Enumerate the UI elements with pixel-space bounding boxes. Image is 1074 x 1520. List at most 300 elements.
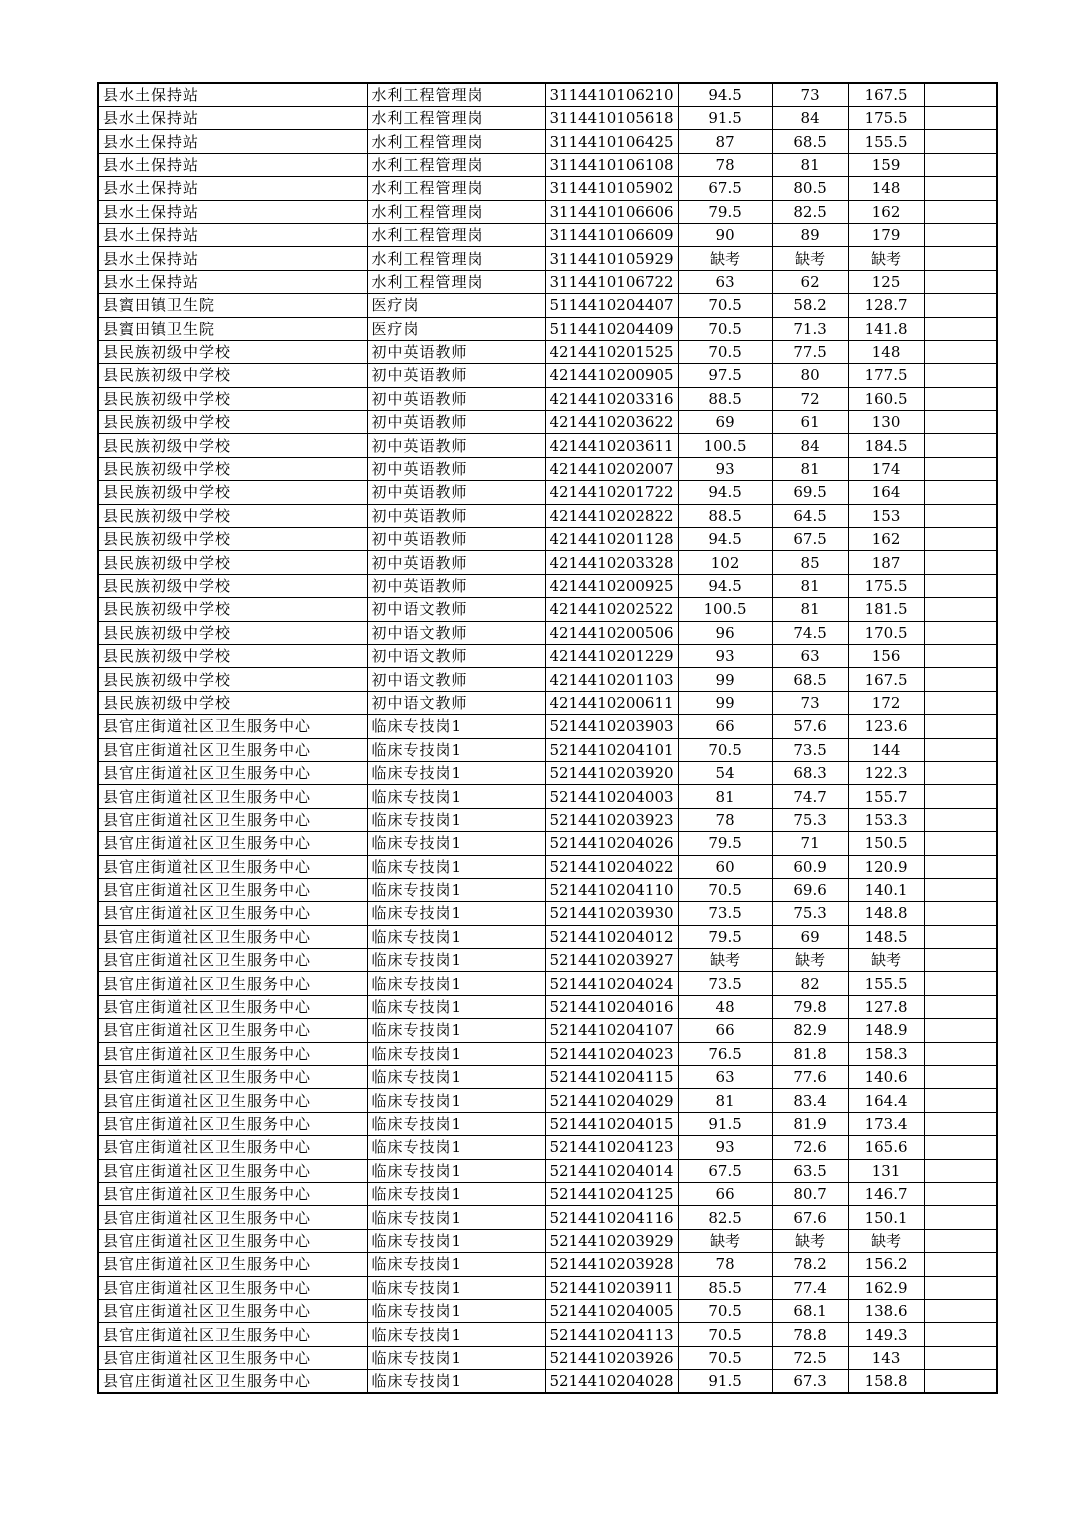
interview-score-cell: 81 bbox=[772, 598, 848, 621]
post-cell: 临床专技岗1 bbox=[367, 1112, 545, 1135]
table-row bbox=[98, 551, 997, 574]
note-cell bbox=[924, 551, 997, 574]
written-score-cell: 100.5 bbox=[678, 434, 772, 457]
post-cell: 初中英语教师 bbox=[367, 411, 545, 434]
interview-score-cell: 84 bbox=[772, 107, 848, 130]
candidate-id-cell: 5214410204023 bbox=[545, 1042, 678, 1065]
post-cell: 初中英语教师 bbox=[367, 434, 545, 457]
post-cell: 临床专技岗1 bbox=[367, 878, 545, 901]
post-cell: 水利工程管理岗 bbox=[367, 177, 545, 200]
candidate-id-cell: 4214410200611 bbox=[545, 691, 678, 714]
total-score-cell: 122.3 bbox=[848, 761, 924, 784]
unit-cell: 县官庄街道社区卫生服务中心 bbox=[98, 1159, 367, 1182]
written-score-cell: 94.5 bbox=[678, 481, 772, 504]
interview-score-cell: 77.5 bbox=[772, 340, 848, 363]
post-cell: 临床专技岗1 bbox=[367, 1019, 545, 1042]
written-score-cell: 缺考 bbox=[678, 247, 772, 270]
table-row bbox=[98, 1182, 997, 1205]
total-score-cell: 155.5 bbox=[848, 130, 924, 153]
written-score-cell: 70.5 bbox=[678, 294, 772, 317]
unit-cell: 县官庄街道社区卫生服务中心 bbox=[98, 1206, 367, 1229]
post-cell: 水利工程管理岗 bbox=[367, 130, 545, 153]
candidate-id-cell: 3114410106108 bbox=[545, 153, 678, 176]
note-cell bbox=[924, 223, 997, 246]
written-score-cell: 66 bbox=[678, 1182, 772, 1205]
written-score-cell: 94.5 bbox=[678, 574, 772, 597]
post-cell: 水利工程管理岗 bbox=[367, 270, 545, 293]
table-row bbox=[98, 972, 997, 995]
total-score-cell: 174 bbox=[848, 457, 924, 480]
candidate-id-cell: 5214410203923 bbox=[545, 808, 678, 831]
post-cell: 临床专技岗1 bbox=[367, 832, 545, 855]
written-score-cell: 70.5 bbox=[678, 738, 772, 761]
total-score-cell: 149.3 bbox=[848, 1323, 924, 1346]
post-cell: 临床专技岗1 bbox=[367, 1370, 545, 1394]
total-score-cell: 148.8 bbox=[848, 902, 924, 925]
unit-cell: 县水土保持站 bbox=[98, 177, 367, 200]
note-cell bbox=[924, 1370, 997, 1394]
total-score-cell: 167.5 bbox=[848, 83, 924, 107]
note-cell bbox=[924, 457, 997, 480]
unit-cell: 县官庄街道社区卫生服务中心 bbox=[98, 878, 367, 901]
note-cell bbox=[924, 1136, 997, 1159]
unit-cell: 县官庄街道社区卫生服务中心 bbox=[98, 808, 367, 831]
table-row bbox=[98, 598, 997, 621]
interview-score-cell: 81 bbox=[772, 153, 848, 176]
total-score-cell: 125 bbox=[848, 270, 924, 293]
table-row bbox=[98, 107, 997, 130]
total-score-cell: 155.5 bbox=[848, 972, 924, 995]
candidate-id-cell: 5214410204014 bbox=[545, 1159, 678, 1182]
interview-score-cell: 82.5 bbox=[772, 200, 848, 223]
unit-cell: 县官庄街道社区卫生服务中心 bbox=[98, 738, 367, 761]
written-score-cell: 85.5 bbox=[678, 1276, 772, 1299]
note-cell bbox=[924, 364, 997, 387]
table-row bbox=[98, 855, 997, 878]
candidate-id-cell: 5214410203903 bbox=[545, 715, 678, 738]
written-score-cell: 93 bbox=[678, 1136, 772, 1159]
unit-cell: 县水土保持站 bbox=[98, 83, 367, 107]
unit-cell: 县官庄街道社区卫生服务中心 bbox=[98, 1276, 367, 1299]
candidate-id-cell: 3114410106609 bbox=[545, 223, 678, 246]
note-cell bbox=[924, 504, 997, 527]
candidate-id-cell: 5214410204024 bbox=[545, 972, 678, 995]
table-row bbox=[98, 949, 997, 972]
candidate-id-cell: 5214410204110 bbox=[545, 878, 678, 901]
note-cell bbox=[924, 574, 997, 597]
post-cell: 临床专技岗1 bbox=[367, 1066, 545, 1089]
candidate-id-cell: 5214410204012 bbox=[545, 925, 678, 948]
total-score-cell: 155.7 bbox=[848, 785, 924, 808]
interview-score-cell: 68.3 bbox=[772, 761, 848, 784]
unit-cell: 县民族初级中学校 bbox=[98, 481, 367, 504]
written-score-cell: 99 bbox=[678, 691, 772, 714]
table-row bbox=[98, 691, 997, 714]
written-score-cell: 缺考 bbox=[678, 949, 772, 972]
candidate-id-cell: 5214410203920 bbox=[545, 761, 678, 784]
total-score-cell: 156 bbox=[848, 644, 924, 667]
table-row bbox=[98, 223, 997, 246]
note-cell bbox=[924, 1229, 997, 1252]
written-score-cell: 78 bbox=[678, 1253, 772, 1276]
total-score-cell: 153 bbox=[848, 504, 924, 527]
unit-cell: 县官庄街道社区卫生服务中心 bbox=[98, 949, 367, 972]
interview-score-cell: 67.3 bbox=[772, 1370, 848, 1394]
table-row bbox=[98, 715, 997, 738]
table-row bbox=[98, 177, 997, 200]
candidate-id-cell: 4214410200905 bbox=[545, 364, 678, 387]
post-cell: 临床专技岗1 bbox=[367, 1159, 545, 1182]
note-cell bbox=[924, 1323, 997, 1346]
note-cell bbox=[924, 878, 997, 901]
candidate-id-cell: 4214410202007 bbox=[545, 457, 678, 480]
unit-cell: 县民族初级中学校 bbox=[98, 551, 367, 574]
interview-score-cell: 57.6 bbox=[772, 715, 848, 738]
unit-cell: 县民族初级中学校 bbox=[98, 691, 367, 714]
candidate-id-cell: 4214410201229 bbox=[545, 644, 678, 667]
unit-cell: 县水土保持站 bbox=[98, 247, 367, 270]
table-row bbox=[98, 1112, 997, 1135]
total-score-cell: 123.6 bbox=[848, 715, 924, 738]
note-cell bbox=[924, 949, 997, 972]
candidate-id-cell: 3114410106425 bbox=[545, 130, 678, 153]
unit-cell: 县民族初级中学校 bbox=[98, 621, 367, 644]
candidate-id-cell: 5214410204115 bbox=[545, 1066, 678, 1089]
candidate-id-cell: 4214410203316 bbox=[545, 387, 678, 410]
total-score-cell: 140.6 bbox=[848, 1066, 924, 1089]
candidate-id-cell: 5214410204026 bbox=[545, 832, 678, 855]
total-score-cell: 120.9 bbox=[848, 855, 924, 878]
interview-score-cell: 75.3 bbox=[772, 902, 848, 925]
written-score-cell: 79.5 bbox=[678, 200, 772, 223]
interview-score-cell: 84 bbox=[772, 434, 848, 457]
post-cell: 临床专技岗1 bbox=[367, 785, 545, 808]
total-score-cell: 181.5 bbox=[848, 598, 924, 621]
post-cell: 临床专技岗1 bbox=[367, 972, 545, 995]
post-cell: 水利工程管理岗 bbox=[367, 223, 545, 246]
written-score-cell: 69 bbox=[678, 411, 772, 434]
total-score-cell: 146.7 bbox=[848, 1182, 924, 1205]
candidate-id-cell: 5214410204016 bbox=[545, 995, 678, 1018]
candidate-id-cell: 5214410204005 bbox=[545, 1299, 678, 1322]
note-cell bbox=[924, 621, 997, 644]
total-score-cell: 128.7 bbox=[848, 294, 924, 317]
interview-score-cell: 64.5 bbox=[772, 504, 848, 527]
interview-score-cell: 72.6 bbox=[772, 1136, 848, 1159]
unit-cell: 县水土保持站 bbox=[98, 270, 367, 293]
candidate-id-cell: 5214410204101 bbox=[545, 738, 678, 761]
table-row bbox=[98, 294, 997, 317]
total-score-cell: 148 bbox=[848, 177, 924, 200]
table-row bbox=[98, 878, 997, 901]
unit-cell: 县官庄街道社区卫生服务中心 bbox=[98, 1253, 367, 1276]
note-cell bbox=[924, 832, 997, 855]
unit-cell: 县官庄街道社区卫生服务中心 bbox=[98, 1370, 367, 1394]
total-score-cell: 158.3 bbox=[848, 1042, 924, 1065]
table-row bbox=[98, 738, 997, 761]
interview-score-cell: 82.9 bbox=[772, 1019, 848, 1042]
total-score-cell: 162 bbox=[848, 200, 924, 223]
interview-score-cell: 69.5 bbox=[772, 481, 848, 504]
written-score-cell: 70.5 bbox=[678, 878, 772, 901]
written-score-cell: 缺考 bbox=[678, 1229, 772, 1252]
unit-cell: 县民族初级中学校 bbox=[98, 574, 367, 597]
unit-cell: 县官庄街道社区卫生服务中心 bbox=[98, 995, 367, 1018]
interview-score-cell: 61 bbox=[772, 411, 848, 434]
table-row bbox=[98, 644, 997, 667]
table-row bbox=[98, 574, 997, 597]
candidate-id-cell: 5114410204407 bbox=[545, 294, 678, 317]
written-score-cell: 91.5 bbox=[678, 107, 772, 130]
total-score-cell: 150.5 bbox=[848, 832, 924, 855]
total-score-cell: 150.1 bbox=[848, 1206, 924, 1229]
unit-cell: 县官庄街道社区卫生服务中心 bbox=[98, 1019, 367, 1042]
interview-score-cell: 79.8 bbox=[772, 995, 848, 1018]
post-cell: 初中语文教师 bbox=[367, 598, 545, 621]
interview-score-cell: 68.1 bbox=[772, 1299, 848, 1322]
candidate-id-cell: 5214410204003 bbox=[545, 785, 678, 808]
note-cell bbox=[924, 668, 997, 691]
post-cell: 临床专技岗1 bbox=[367, 1206, 545, 1229]
unit-cell: 县官庄街道社区卫生服务中心 bbox=[98, 1346, 367, 1369]
interview-score-cell: 80 bbox=[772, 364, 848, 387]
note-cell bbox=[924, 1182, 997, 1205]
total-score-cell: 158.8 bbox=[848, 1370, 924, 1394]
written-score-cell: 99 bbox=[678, 668, 772, 691]
unit-cell: 县官庄街道社区卫生服务中心 bbox=[98, 1066, 367, 1089]
total-score-cell: 153.3 bbox=[848, 808, 924, 831]
candidate-id-cell: 5114410204409 bbox=[545, 317, 678, 340]
interview-score-cell: 68.5 bbox=[772, 668, 848, 691]
interview-score-cell: 69.6 bbox=[772, 878, 848, 901]
unit-cell: 县官庄街道社区卫生服务中心 bbox=[98, 1136, 367, 1159]
unit-cell: 县官庄街道社区卫生服务中心 bbox=[98, 1299, 367, 1322]
note-cell bbox=[924, 481, 997, 504]
note-cell bbox=[924, 691, 997, 714]
note-cell bbox=[924, 644, 997, 667]
score-table bbox=[97, 82, 998, 1394]
note-cell bbox=[924, 1159, 997, 1182]
unit-cell: 县民族初级中学校 bbox=[98, 644, 367, 667]
written-score-cell: 48 bbox=[678, 995, 772, 1018]
interview-score-cell: 89 bbox=[772, 223, 848, 246]
unit-cell: 县官庄街道社区卫生服务中心 bbox=[98, 761, 367, 784]
table-row bbox=[98, 1323, 997, 1346]
written-score-cell: 67.5 bbox=[678, 1159, 772, 1182]
post-cell: 临床专技岗1 bbox=[367, 1253, 545, 1276]
unit-cell: 县賨田镇卫生院 bbox=[98, 317, 367, 340]
written-score-cell: 91.5 bbox=[678, 1370, 772, 1394]
total-score-cell: 148.9 bbox=[848, 1019, 924, 1042]
candidate-id-cell: 5214410204028 bbox=[545, 1370, 678, 1394]
unit-cell: 县官庄街道社区卫生服务中心 bbox=[98, 785, 367, 808]
written-score-cell: 70.5 bbox=[678, 1299, 772, 1322]
note-cell bbox=[924, 761, 997, 784]
interview-score-cell: 缺考 bbox=[772, 247, 848, 270]
note-cell bbox=[924, 738, 997, 761]
note-cell bbox=[924, 925, 997, 948]
total-score-cell: 131 bbox=[848, 1159, 924, 1182]
candidate-id-cell: 4214410203328 bbox=[545, 551, 678, 574]
post-cell: 临床专技岗1 bbox=[367, 925, 545, 948]
unit-cell: 县民族初级中学校 bbox=[98, 504, 367, 527]
interview-score-cell: 58.2 bbox=[772, 294, 848, 317]
interview-score-cell: 缺考 bbox=[772, 1229, 848, 1252]
table-row bbox=[98, 528, 997, 551]
post-cell: 初中英语教师 bbox=[367, 481, 545, 504]
interview-score-cell: 78.2 bbox=[772, 1253, 848, 1276]
total-score-cell: 162 bbox=[848, 528, 924, 551]
interview-score-cell: 77.4 bbox=[772, 1276, 848, 1299]
note-cell bbox=[924, 340, 997, 363]
written-score-cell: 97.5 bbox=[678, 364, 772, 387]
total-score-cell: 130 bbox=[848, 411, 924, 434]
total-score-cell: 138.6 bbox=[848, 1299, 924, 1322]
total-score-cell: 173.4 bbox=[848, 1112, 924, 1135]
candidate-id-cell: 4214410200925 bbox=[545, 574, 678, 597]
post-cell: 医疗岗 bbox=[367, 294, 545, 317]
interview-score-cell: 62 bbox=[772, 270, 848, 293]
total-score-cell: 缺考 bbox=[848, 949, 924, 972]
written-score-cell: 79.5 bbox=[678, 925, 772, 948]
post-cell: 水利工程管理岗 bbox=[367, 200, 545, 223]
note-cell bbox=[924, 785, 997, 808]
total-score-cell: 164 bbox=[848, 481, 924, 504]
written-score-cell: 73.5 bbox=[678, 972, 772, 995]
written-score-cell: 70.5 bbox=[678, 1346, 772, 1369]
post-cell: 水利工程管理岗 bbox=[367, 83, 545, 107]
note-cell bbox=[924, 153, 997, 176]
note-cell bbox=[924, 995, 997, 1018]
total-score-cell: 156.2 bbox=[848, 1253, 924, 1276]
note-cell bbox=[924, 107, 997, 130]
note-cell bbox=[924, 434, 997, 457]
note-cell bbox=[924, 294, 997, 317]
total-score-cell: 177.5 bbox=[848, 364, 924, 387]
total-score-cell: 159 bbox=[848, 153, 924, 176]
total-score-cell: 162.9 bbox=[848, 1276, 924, 1299]
candidate-id-cell: 3114410105929 bbox=[545, 247, 678, 270]
total-score-cell: 170.5 bbox=[848, 621, 924, 644]
written-score-cell: 78 bbox=[678, 808, 772, 831]
written-score-cell: 60 bbox=[678, 855, 772, 878]
written-score-cell: 66 bbox=[678, 1019, 772, 1042]
interview-score-cell: 82 bbox=[772, 972, 848, 995]
post-cell: 初中英语教师 bbox=[367, 504, 545, 527]
unit-cell: 县官庄街道社区卫生服务中心 bbox=[98, 1182, 367, 1205]
post-cell: 初中语文教师 bbox=[367, 621, 545, 644]
unit-cell: 县民族初级中学校 bbox=[98, 528, 367, 551]
unit-cell: 县官庄街道社区卫生服务中心 bbox=[98, 902, 367, 925]
post-cell: 初中英语教师 bbox=[367, 551, 545, 574]
unit-cell: 县水土保持站 bbox=[98, 223, 367, 246]
interview-score-cell: 67.6 bbox=[772, 1206, 848, 1229]
candidate-id-cell: 5214410204015 bbox=[545, 1112, 678, 1135]
table-row bbox=[98, 1276, 997, 1299]
post-cell: 临床专技岗1 bbox=[367, 738, 545, 761]
written-score-cell: 93 bbox=[678, 457, 772, 480]
written-score-cell: 78 bbox=[678, 153, 772, 176]
unit-cell: 县官庄街道社区卫生服务中心 bbox=[98, 972, 367, 995]
table-row bbox=[98, 387, 997, 410]
table-row bbox=[98, 1089, 997, 1112]
candidate-id-cell: 5214410203929 bbox=[545, 1229, 678, 1252]
interview-score-cell: 78.8 bbox=[772, 1323, 848, 1346]
post-cell: 临床专技岗1 bbox=[367, 808, 545, 831]
total-score-cell: 184.5 bbox=[848, 434, 924, 457]
unit-cell: 县民族初级中学校 bbox=[98, 598, 367, 621]
post-cell: 临床专技岗1 bbox=[367, 1042, 545, 1065]
unit-cell: 县官庄街道社区卫生服务中心 bbox=[98, 1042, 367, 1065]
interview-score-cell: 81.9 bbox=[772, 1112, 848, 1135]
unit-cell: 县官庄街道社区卫生服务中心 bbox=[98, 1229, 367, 1252]
written-score-cell: 66 bbox=[678, 715, 772, 738]
written-score-cell: 93 bbox=[678, 644, 772, 667]
total-score-cell: 160.5 bbox=[848, 387, 924, 410]
unit-cell: 县官庄街道社区卫生服务中心 bbox=[98, 1089, 367, 1112]
score-table-body bbox=[98, 83, 997, 1393]
total-score-cell: 144 bbox=[848, 738, 924, 761]
interview-score-cell: 80.5 bbox=[772, 177, 848, 200]
total-score-cell: 148 bbox=[848, 340, 924, 363]
total-score-cell: 164.4 bbox=[848, 1089, 924, 1112]
interview-score-cell: 80.7 bbox=[772, 1182, 848, 1205]
candidate-id-cell: 4214410201525 bbox=[545, 340, 678, 363]
note-cell bbox=[924, 177, 997, 200]
unit-cell: 县民族初级中学校 bbox=[98, 340, 367, 363]
post-cell: 水利工程管理岗 bbox=[367, 247, 545, 270]
note-cell bbox=[924, 808, 997, 831]
note-cell bbox=[924, 1299, 997, 1322]
table-row bbox=[98, 340, 997, 363]
written-score-cell: 54 bbox=[678, 761, 772, 784]
candidate-id-cell: 3114410106606 bbox=[545, 200, 678, 223]
total-score-cell: 148.5 bbox=[848, 925, 924, 948]
table-row bbox=[98, 1066, 997, 1089]
table-row bbox=[98, 1206, 997, 1229]
candidate-id-cell: 5214410204107 bbox=[545, 1019, 678, 1042]
table-row bbox=[98, 902, 997, 925]
written-score-cell: 102 bbox=[678, 551, 772, 574]
candidate-id-cell: 5214410204125 bbox=[545, 1182, 678, 1205]
post-cell: 初中英语教师 bbox=[367, 387, 545, 410]
interview-score-cell: 75.3 bbox=[772, 808, 848, 831]
written-score-cell: 63 bbox=[678, 270, 772, 293]
note-cell bbox=[924, 902, 997, 925]
candidate-id-cell: 3114410106722 bbox=[545, 270, 678, 293]
post-cell: 临床专技岗1 bbox=[367, 1346, 545, 1369]
post-cell: 水利工程管理岗 bbox=[367, 107, 545, 130]
table-row bbox=[98, 153, 997, 176]
note-cell bbox=[924, 130, 997, 153]
unit-cell: 县水土保持站 bbox=[98, 200, 367, 223]
post-cell: 临床专技岗1 bbox=[367, 715, 545, 738]
unit-cell: 县民族初级中学校 bbox=[98, 411, 367, 434]
written-score-cell: 88.5 bbox=[678, 387, 772, 410]
total-score-cell: 缺考 bbox=[848, 247, 924, 270]
unit-cell: 县民族初级中学校 bbox=[98, 457, 367, 480]
written-score-cell: 70.5 bbox=[678, 340, 772, 363]
candidate-id-cell: 4214410201128 bbox=[545, 528, 678, 551]
post-cell: 临床专技岗1 bbox=[367, 761, 545, 784]
candidate-id-cell: 4214410201722 bbox=[545, 481, 678, 504]
written-score-cell: 81 bbox=[678, 1089, 772, 1112]
unit-cell: 县官庄街道社区卫生服务中心 bbox=[98, 1112, 367, 1135]
unit-cell: 县官庄街道社区卫生服务中心 bbox=[98, 715, 367, 738]
interview-score-cell: 63 bbox=[772, 644, 848, 667]
post-cell: 初中语文教师 bbox=[367, 691, 545, 714]
post-cell: 临床专技岗1 bbox=[367, 1323, 545, 1346]
